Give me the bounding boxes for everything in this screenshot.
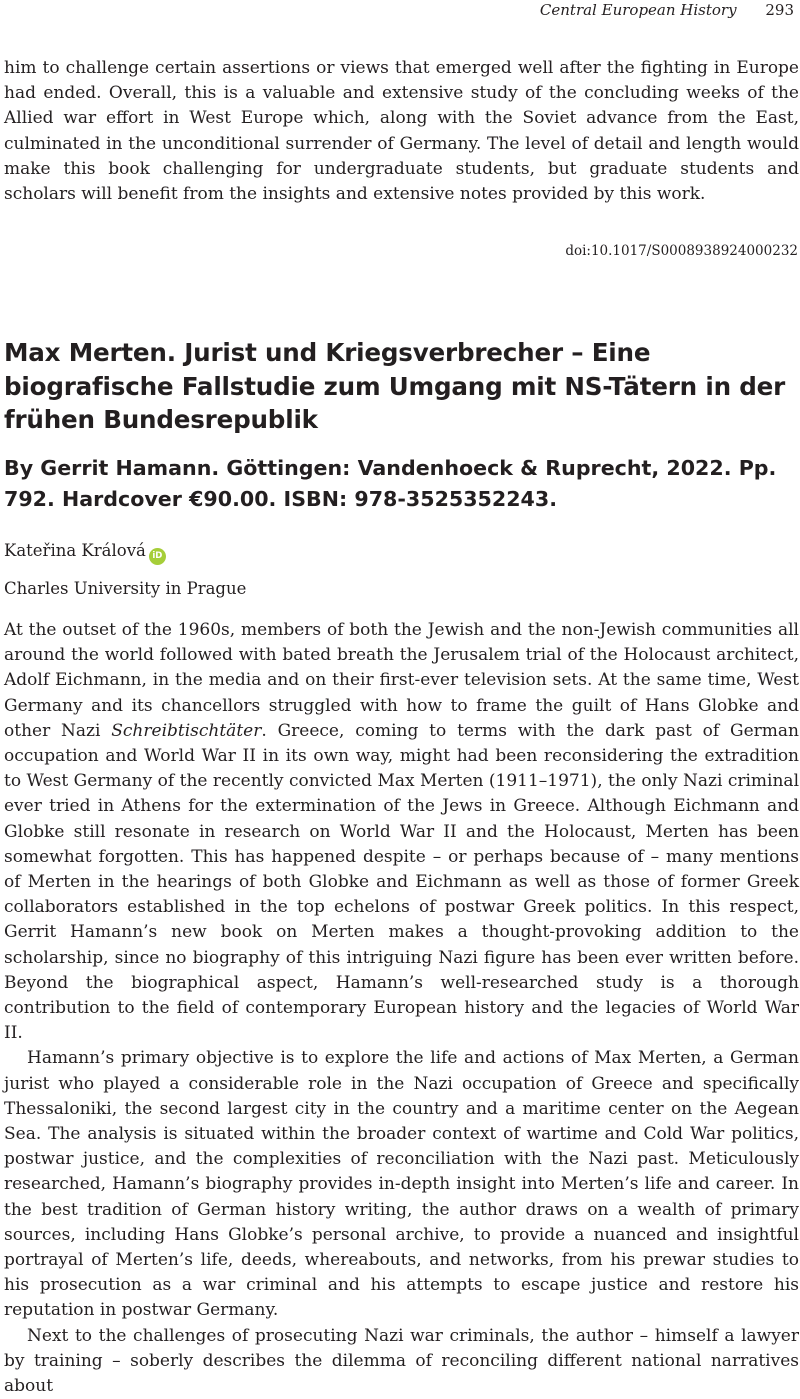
doi-reference[interactable]: doi:10.1017/S0008938924000232 bbox=[565, 243, 798, 259]
running-head bbox=[540, 0, 794, 20]
body-paragraph-3: Next to the challenges of prosecuting Nazi war criminals, the author – himself a lawyer by training – soberly describes the dilemma of reconciling different national narratives about bbox=[4, 1325, 799, 1397]
bibliographic-info: By Gerrit Hamann. Göttingen: Vandenhoeck & Ruprecht, 2022. Pp. 792. Hardcover €90.00. ISBN: 978-3525352243. bbox=[4, 456, 777, 511]
review-title: Max Merten. Jurist und Kriegsverbrecher – Eine biografische Fallstudie zum Umgang mit NS-Tätern in der frühen Bundesrepublik bbox=[4, 338, 786, 434]
body-paragraph-1 bbox=[4, 618, 799, 1046]
review-body bbox=[4, 618, 799, 1399]
italic-term: Schreibtischtäter bbox=[111, 720, 262, 741]
page-number: 293 bbox=[765, 1, 794, 19]
review-author bbox=[4, 540, 166, 565]
author-affiliation: Charles University in Prague bbox=[4, 579, 247, 598]
orcid-icon[interactable]: iD bbox=[149, 548, 166, 565]
body-paragraph-1-end: . Greece, coming to terms with the dark past of German occupation and World War II in its own way, might had been reconsidering the extradition to West Germany of the recently convicted Max Merten (1911–1971), the only Nazi criminal ever tried in Athens for the extermination of the Jews in Greece. Although Eichmann and Globke still resonate in research on World War II and the Holocaust, Merten has been somewhat forgotten. This has happened despite – or perhaps because of – many mentions of Merten in the hearings of both Globke and Eichmann as well as those of former Greek collaborators established in the top echelons of postwar Greek politics. In this respect, Gerrit Hamann’s new book on Merten makes a thought-provoking addition to the scholarship, since no biography of this intriguing Nazi figure has been ever written before. Beyond the biographical aspect, Hamann’s well-researched study is a thorough contribution to the field of contemporary European history and the legacies of World War II. bbox=[4, 720, 799, 1044]
previous-review-ending-paragraph: him to challenge certain assertions or views that emerged well after the fighting in Europe had ended. Overall, this is a valuable and extensive study of the concluding weeks of the Allied war effort in West Europe which, along with the Soviet advance from the East, culminated in the unconditional surrender of Germany. The level of detail and length would make this book challenging for undergraduate students, but graduate students and scholars will benefit from the insights and extensive notes provided by this work. bbox=[4, 58, 799, 205]
journal-title: Central European History bbox=[539, 1, 737, 19]
author-name: Kateřina Králová bbox=[4, 541, 146, 560]
body-paragraph-1-start: At the outset of the 1960s, members of both the Jewish and the non-Jewish communities all around the world followed with bated breath the Jerusalem trial of the Holocaust architect, Adolf Eichmann, in the media and on their first-ever television sets. At the same time, West Germany and its chancellors struggled with how to frame the guilt of Hans Globke and other Nazi bbox=[4, 620, 799, 741]
body-paragraph-2: Hamann’s primary objective is to explore the life and actions of Max Merten, a German jurist who played a considerable role in the Nazi occupation of Greece and specifically Thessaloniki, the second largest city in the country and a maritime center on the Aegean Sea. The analysis is situated within the broader context of wartime and Cold War politics, postwar justice, and the complexities of reconciliation with the Nazi past. Meticulously researched, Hamann’s biography provides in-depth insight into Merten’s life and career. In the best tradition of German history writing, the author draws on a wealth of primary sources, including Hans Globke’s personal archive, to provide a nuanced and insightful portrayal of Merten’s life, deeds, whereabouts, and networks, from his prewar studies to his prosecution as a war criminal and his attempts to escape justice and restore his reputation in postwar Germany. bbox=[4, 1048, 799, 1321]
